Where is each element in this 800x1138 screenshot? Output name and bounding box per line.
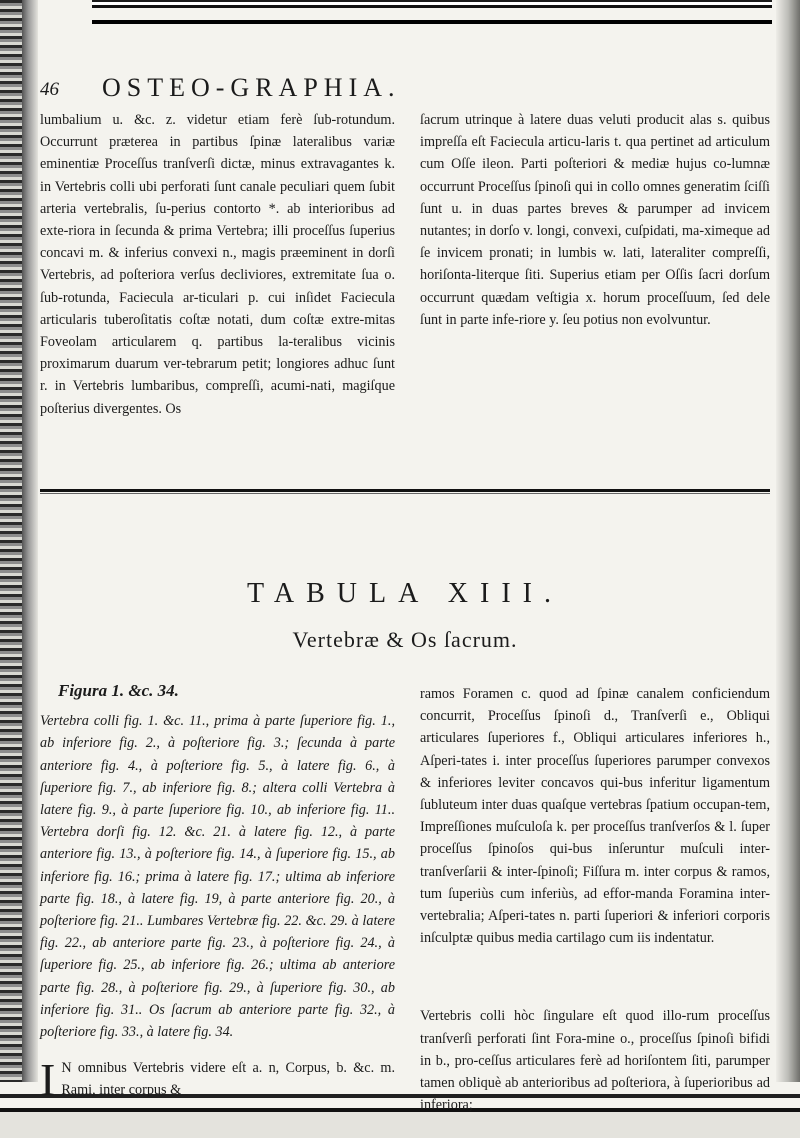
scan-border-left [0, 0, 22, 1138]
text-column-right-top [420, 109, 770, 331]
paragraph: ramos Foramen c. quod ad ſpinæ canalem conficiendum concurrit, Proceſſus ſpinoſi d., Tranſverſi e., Obliqui articulares ſuperiores f., Obliqui articulares inferiores h., Aſperi-tates i. inter proceſſus ſuperiores parumper convexos & inferiores leviter concavos qui-bus inferitur ligamentum ſubluteum inter duas quaſque vertebras ſpatium occupan-tem, Impreſſiones muſculoſa k. per proceſſus tranſverſos & l. ſuper proceſſus ſpinoſos qui-bus inſeruntur muſculi inter-tranſverſarii & inter-ſpinoſi; Fiſſura m. inter corpus & ramos, tum ſuperiùs cum inferiùs, ad effor-manda Foramina inter-vertebralia; Aſperi-tates n. parti ſuperiori & inferiori corporis inſculptæ quibus media cartilago cum iis indentatur. [420, 686, 770, 947]
section-divider [40, 489, 770, 492]
running-head: OSTEO-GRAPHIA. [102, 73, 401, 102]
intro-paragraph [40, 1054, 395, 1106]
intro-text: N omnibus Vertebris videre eſt a. n, Corpus, b. &c. m. Rami, inter corpus & [61, 1060, 395, 1099]
paragraph: Vertebris colli hòc ſingulare eſt quod illo-rum proceſſus tranſverſi perforati ſint Fora-mine o., proceſſus ſpinoſi bifidi in b., pro-ceſſus articulares ferè ad horiſontem ſiti, parumper tamen obliquè ab anterioribus ad poſteriora, à ſuperioribus ad inferiora; [420, 1008, 770, 1114]
text-column-left-bottom [40, 680, 395, 1106]
page-header [40, 73, 770, 109]
page-number: 46 [40, 79, 59, 100]
figure-list: Vertebra colli fig. 1. &c. 11., prima à parte ſuperiore fig. 1., ab inferiore fig. 2., à poſteriore fig. 3.; ſecunda à parte anteriore fig. 4., à poſteriore fig. 5., à latere fig. 6., à ſuperiore fig. 7., ab inferiore fig. 8.; altera colli Vertebra à latere fig. 9., à parte ſuperiore fig. 10., ab inferiore fig. 11.. Vertebra dorſi fig. 12. &c. 21. à latere fig. 12., à parte anteriore fig. 13., à poſteriore fig. 14., à ſuperiore fig. 15., ab inferiore fig. 16.; prima à latere fig. 17.; ultima ab inferiore parte fig. 18., à latere fig. 19, à parte anteriore fig. 20., à poſteriore fig. 21.. Lumbares Vertebræ fig. 22. &c. 29. à latere fig. 22., ab anteriore parte fig. 23., à poſteriore fig. 24., à ſuperiore fig. 25., ab inferiore fig. 26.; ultima ab anteriore parte fig. 28., à poſteriore fig. 29., à ſuperiore fig. 30., ab inferiore fig. 31.. Os ſacrum ab anteriore parte fig. 32., à poſteriore fig. 33., à latere fig. 34. [40, 713, 395, 1041]
figure-heading: Figura 1. &c. 34. [58, 681, 179, 700]
plate-title: TABULA XIII. [247, 578, 563, 609]
scan-shadow-left [22, 0, 38, 1138]
drop-cap: I [40, 1054, 56, 1106]
paragraph: lumbalium u. &c. z. videtur etiam ferè ſub-rotundum. Occurrunt præterea in partibus ſpinæ lateralibus variæ eminentiæ Proceſſus tranſverſi dictæ, minus extravagantes k. in Vertebris colli ubi perforati ſunt canale peculiari quem ſubit arteria vertebralis, ſu-perius contorto *. ab interioribus ad exte-riora in ſecunda & prima Vertebra; illi proceſſus ſuperius concavi m. & inferius convexi n., magis præeminent in dorſi Vertebris, ad poſteriora verſus decliviores, extremitate ſua o. ſub-rotunda, Faciecula ar-ticulari p. cui inſidet Faciecula articularis tuberoſitatis coſtæ notati, dum coſtæ extre-mitas Foveolam articularem q. partibus la-teralibus vicinis proximarum duarum ver-tebrarum petit; longiores adhuc ſunt r. in Vertebris lumbaribus, compreſſi, acumi-nati, magiſque poſterius divergentes. Os [40, 112, 395, 417]
plate-subtitle: Vertebræ & Os ſacrum. [292, 627, 518, 652]
scan-border-right [776, 0, 800, 1138]
scan-border-top [92, 0, 772, 38]
text-column-right-bottom [420, 683, 770, 1116]
text-column-left-top [40, 109, 395, 420]
paragraph: ſacrum utrinque à latere duas veluti producit alas s. quibus impreſſa eſt Faciecula articu-laris t. qua pertinet ad articulum cum Oſſe ileon. Parti poſteriori & mediæ hujus co-lumnæ occurrunt Proceſſus ſpinoſi qui in collo omnes generatim ſciſſi ſunt u. in duas partes breves & parumper ad invicem nutantes; in dorſo v. longi, convexi, cuſpidati, ma-ximeque ad ſe invicem pronati; in lumbis w. lati, lateraliter compreſſi, horiſonta-literque ſiti. Superius etiam per Oſſis ſacri dorſum occurrunt quædam veſtigia x. horum proceſſuum, ſed dele ſunt in parte infe-riore y. ſeu potius non evolvuntur. [420, 112, 770, 328]
section-divider-thin [40, 493, 770, 494]
